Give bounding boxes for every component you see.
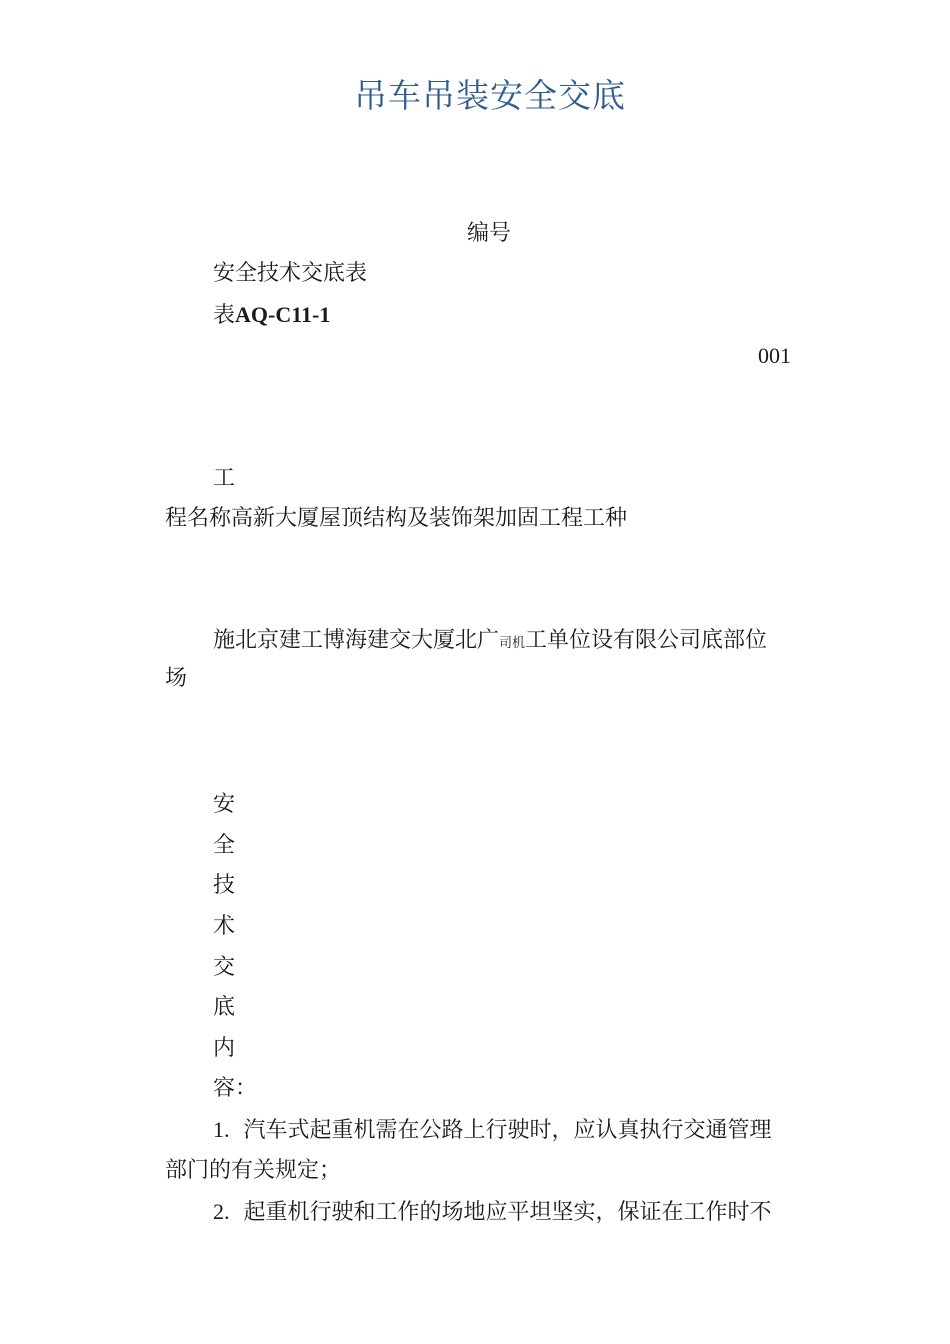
form-code-line [213, 299, 330, 332]
content-label-char: 内 [213, 1036, 236, 1061]
unit-line-1-b: 工单位设有限公司底部位 [525, 628, 768, 653]
list-item [213, 1196, 772, 1229]
unit-line-1-a: 施北京建工博海建交大厦北广 [213, 628, 500, 653]
list-item-number: 2. [213, 1199, 230, 1224]
serial-number: 001 [758, 343, 791, 368]
content-label-char: 底 [213, 995, 236, 1020]
content-label-char: 安 [213, 792, 236, 817]
unit-line-2: 场 [165, 666, 188, 691]
project-line-1: 工 [213, 466, 236, 491]
list-item-text: 汽车式起重机需在公路上行驶时，应认真执行交通管理 [243, 1118, 772, 1143]
table-name: 安全技术交底表 [213, 261, 368, 286]
content-label-char: 技 [213, 873, 236, 898]
list-item [213, 1114, 772, 1147]
document-title: 吊车吊装安全交底 [354, 76, 626, 115]
form-prefix: 表 [213, 303, 236, 328]
content-label-char: 容： [213, 1076, 258, 1101]
number-label: 编号 [467, 221, 512, 246]
list-item-continuation: 部门的有关规定； [165, 1158, 342, 1183]
unit-line-1 [213, 625, 767, 660]
project-line-2: 程名称高新大厦屋顶结构及装饰架加固工程工种 [165, 506, 628, 531]
content-label-char: 术 [213, 914, 236, 939]
content-label-char: 全 [213, 833, 236, 858]
list-item-number: 1. [213, 1117, 230, 1142]
unit-line-1-small: 司机 [499, 636, 526, 651]
list-item-text: 起重机行驶和工作的场地应平坦坚实，保证在工作时不 [243, 1200, 772, 1225]
content-label-char: 交 [213, 955, 236, 980]
form-code: AQ-C11-1 [235, 302, 331, 327]
